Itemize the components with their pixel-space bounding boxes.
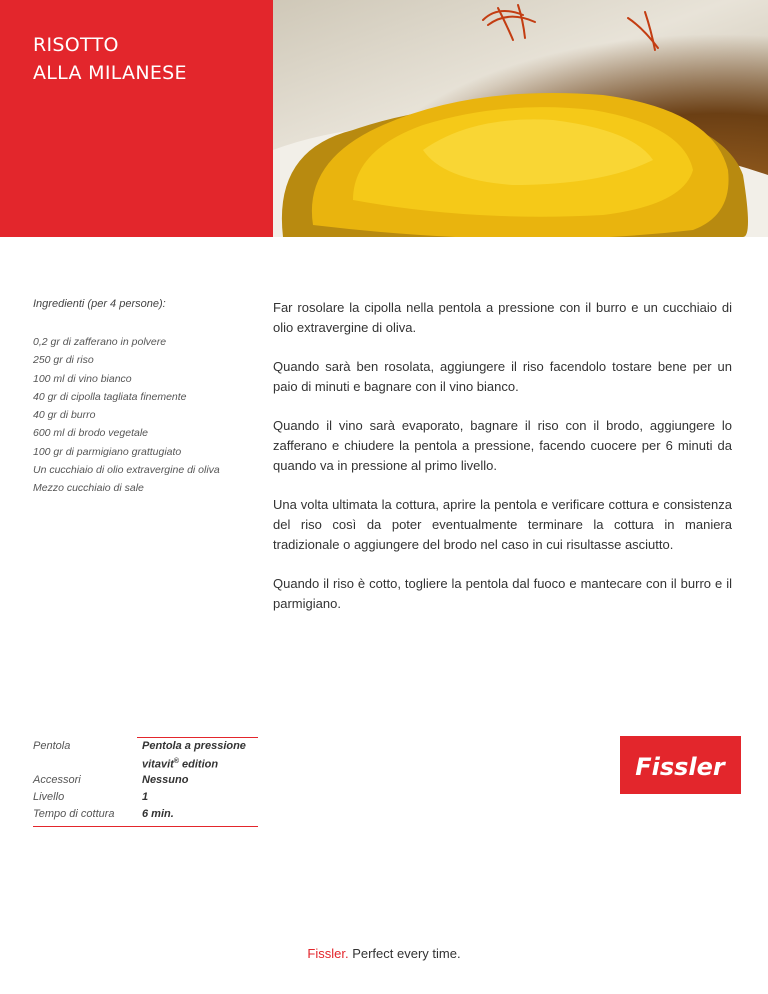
spec-label: Tempo di cottura bbox=[33, 808, 115, 820]
ingredient-item: 0,2 gr di zafferano in polvere bbox=[33, 336, 167, 348]
spec-label: Accessori bbox=[33, 774, 81, 786]
ingredient-item: 600 ml di brodo vegetale bbox=[33, 427, 148, 440]
ingredient-item: 250 gr di riso bbox=[33, 354, 94, 367]
spec-label: Livello bbox=[33, 791, 65, 803]
title-block bbox=[0, 0, 273, 237]
svg-text:Fissler: Fissler bbox=[635, 753, 725, 781]
spec-value: Nessuno bbox=[142, 774, 189, 786]
recipe-title-line2: ALLA MILANESE bbox=[33, 62, 187, 84]
specs-top-rule bbox=[137, 737, 258, 738]
ingredient-item: 100 ml di vino bianco bbox=[33, 372, 132, 385]
ingredient-item: Un cucchiaio di olio extravergine di oliva bbox=[33, 464, 220, 477]
instruction-step: Quando sarà ben rosolata, aggiungere il riso facendolo tostare bene per un paio di minuti e bagnare con il vino bianco. bbox=[273, 359, 732, 394]
spec-value: 1 bbox=[142, 791, 149, 803]
spec-value: Pentola a pressione bbox=[142, 740, 246, 752]
specs-bottom-rule bbox=[33, 826, 258, 827]
ingredient-item: Mezzo cucchiaio di sale bbox=[33, 482, 144, 495]
instruction-step: Far rosolare la cipolla nella pentola a pressione con il burro e un cucchiaio di olio extravergine di oliva. bbox=[273, 300, 732, 335]
instructions bbox=[273, 298, 732, 633]
spec-label: Pentola bbox=[33, 740, 71, 752]
ingredient-item: 40 gr di burro bbox=[33, 409, 96, 422]
spec-value-cont: vitavit® edition bbox=[142, 758, 219, 771]
risotto-photo bbox=[273, 0, 768, 237]
footer-brand: Fissler. bbox=[307, 946, 349, 961]
ingredient-item: 40 gr di cipolla tagliata finemente bbox=[33, 390, 187, 403]
instruction-step: Una volta ultimata la cottura, aprire la pentola e verificare cottura e consistenza del riso così da poter eventualmente terminare la cottura in maniera tradizionale o aggiungere del brodo nel caso in cui risultasse asciutto. bbox=[273, 497, 732, 552]
ingredients-heading: Ingredienti (per 4 persone): bbox=[33, 298, 166, 310]
ingredients-list bbox=[33, 336, 220, 501]
ingredient-item: 100 gr di parmigiano grattugiato bbox=[33, 445, 182, 458]
instruction-step: Quando il vino sarà evaporato, bagnare il riso con il brodo, aggiungere lo zafferano e chiudere la pentola a pressione, facendo cuocere per 6 minuti da quando va in pressione al primo livello. bbox=[273, 418, 732, 473]
fissler-logo bbox=[620, 736, 741, 794]
instruction-step: Quando il riso è cotto, togliere la pentola dal fuoco e mantecare con il burro e il parmigiano. bbox=[273, 576, 732, 611]
footer-slogan: Perfect every time. bbox=[348, 946, 461, 961]
recipe-title-line1: RISOTTO bbox=[33, 34, 119, 56]
footer-tagline bbox=[0, 946, 768, 961]
spec-value: 6 min. bbox=[142, 808, 174, 820]
